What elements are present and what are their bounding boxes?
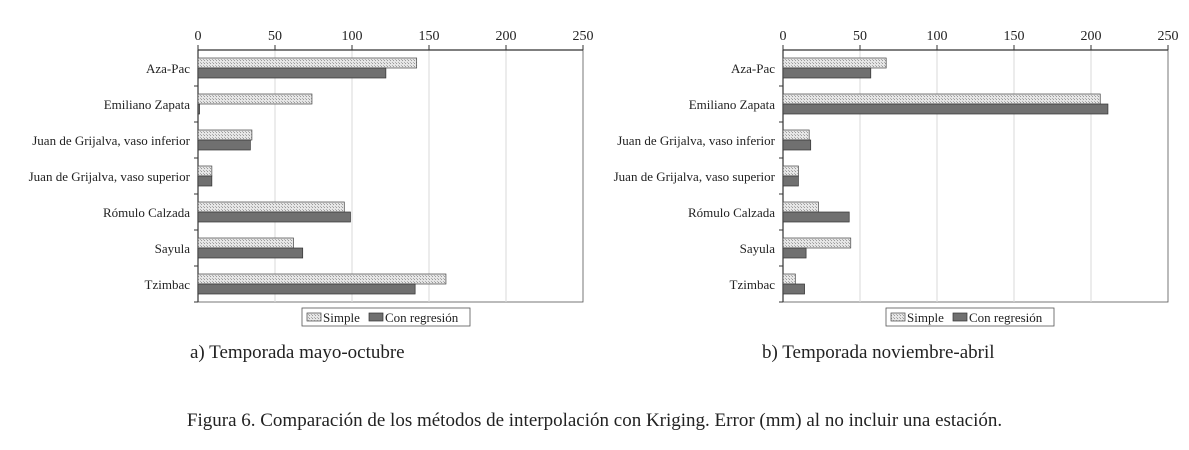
category-label: Emiliano Zapata [688,97,775,112]
x-tick-label: 250 [1157,29,1179,44]
category-label: Rómulo Calzada [102,205,190,220]
chart-a-title: a) Temporada mayo-octubre [190,342,405,363]
x-tick-label: 200 [1080,29,1102,44]
category-label: Aza-Pac [730,61,775,76]
legend-label-simple: Simple [323,310,360,325]
bar-con-regresion [198,248,303,258]
bar-simple [198,166,212,176]
bar-con-regresion [783,212,849,222]
bar-simple [198,94,312,104]
chart-b [614,29,1179,326]
bar-con-regresion [198,104,200,114]
bar-con-regresion [198,284,415,294]
legend [302,308,470,326]
bar-simple [783,238,851,248]
category-label: Juan de Grijalva, vaso superior [613,169,775,184]
bar-con-regresion [783,248,806,258]
bar-con-regresion [783,284,805,294]
category-label: Tzimbac [729,277,775,292]
bar-simple [783,274,795,284]
bar-simple [783,166,798,176]
plot-area [783,50,1168,302]
bar-simple [198,274,446,284]
bar-simple [783,130,809,140]
legend-label-con-regresion: Con regresión [969,310,1043,325]
bar-con-regresion [783,68,871,78]
figure-caption: Figura 6. Comparación de los métodos de interpolación con Kriging. Error (mm) al no incluir una estación. [186,410,1003,431]
bar-simple [783,58,886,68]
category-label: Emiliano Zapata [103,97,190,112]
category-label: Rómulo Calzada [687,205,775,220]
legend-swatch-con-regresion [953,313,967,321]
category-label: Aza-Pac [145,61,190,76]
x-tick-label: 150 [1003,29,1025,44]
category-label: Sayula [154,241,190,256]
bar-con-regresion [198,140,250,150]
legend-label-simple: Simple [907,310,944,325]
bar-con-regresion [783,140,811,150]
x-tick-label: 50 [268,29,282,44]
bar-con-regresion [198,212,350,222]
x-tick-label: 250 [572,29,594,44]
chart-b-title: b) Temporada noviembre-abril [762,342,995,363]
x-tick-label: 0 [779,29,787,44]
x-tick-label: 150 [418,29,440,44]
legend [886,308,1054,326]
bar-simple [198,238,293,248]
bar-con-regresion [198,176,212,186]
bar-simple [198,58,417,68]
bar-simple [198,202,344,212]
category-label: Sayula [739,241,775,256]
x-tick-label: 100 [341,29,363,44]
bar-simple [198,130,252,140]
x-tick-label: 50 [853,29,867,44]
legend-label-con-regresion: Con regresión [385,310,459,325]
bar-con-regresion [198,68,386,78]
bar-simple [783,94,1100,104]
category-label: Tzimbac [144,277,190,292]
bar-simple [783,202,818,212]
legend-swatch-con-regresion [369,313,383,321]
plot-area [198,50,583,302]
category-label: Juan de Grijalva, vaso inferior [32,133,190,148]
x-tick-label: 0 [194,29,202,44]
chart-a [29,29,594,326]
legend-swatch-simple [307,313,321,321]
bar-con-regresion [783,176,798,186]
x-tick-label: 200 [495,29,517,44]
category-label: Juan de Grijalva, vaso superior [28,169,190,184]
legend-swatch-simple [891,313,905,321]
bar-con-regresion [783,104,1108,114]
category-label: Juan de Grijalva, vaso inferior [617,133,775,148]
x-tick-label: 100 [926,29,948,44]
